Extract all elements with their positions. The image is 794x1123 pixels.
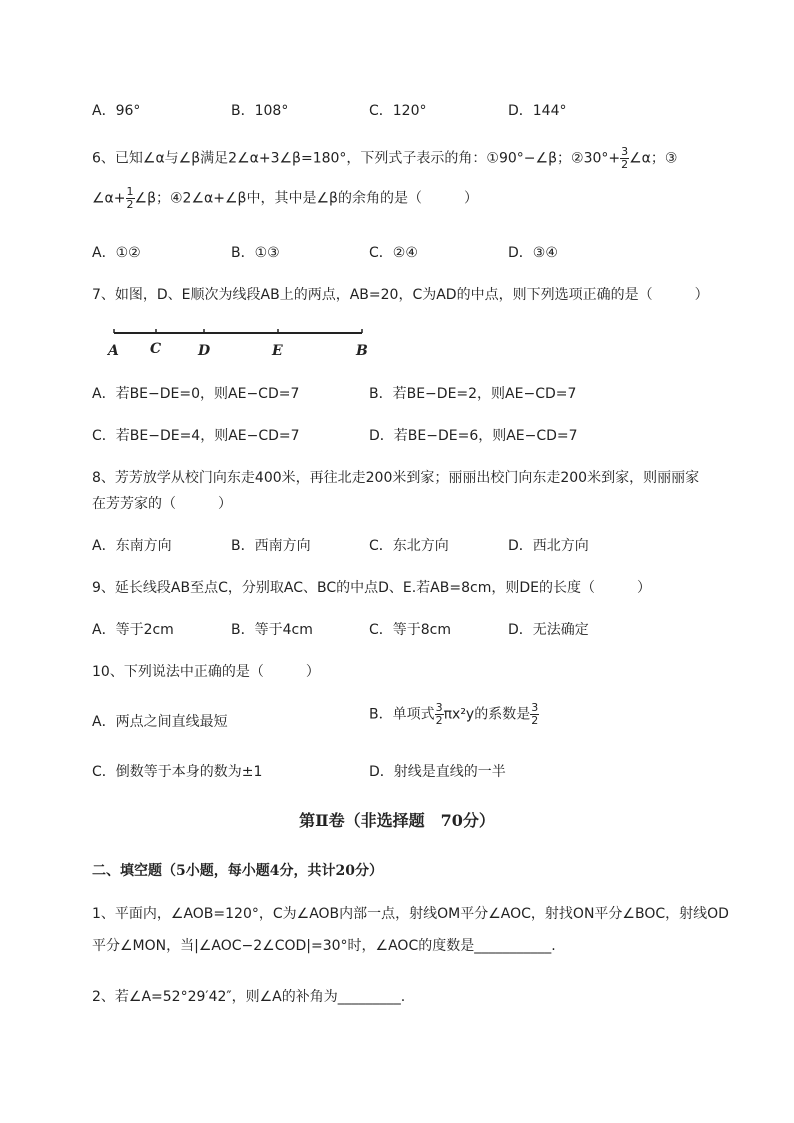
q6-stem-line1 [92,146,677,171]
q8-stem-line1: 8、芳芳放学从校门向东走400米，再往北走200米到家；丽丽出校门向东走200米到家，则丽丽家 [92,470,700,486]
q6-line2-pre: ∠α+ [92,190,126,207]
q10-option-b-mid: πx²y的系数是 [443,706,531,723]
part2-title: 第Ⅱ卷（非选择题 70分） [299,811,495,830]
q8-option-c: C．东北方向 [369,538,449,554]
q6-option-b: B．①③ [231,245,280,261]
q6-fraction-2 [126,186,135,211]
point-label-b: B [356,343,368,359]
q6-line2-post: ∠β；④2∠α+∠β中，其中是∠β的余角的是（ ） [134,190,478,207]
q7-option-d: D．若BE−DE=6，则AE−CD=7 [369,428,578,444]
q7-option-a: A．若BE−DE=0，则AE−CD=7 [92,386,300,402]
q10-stem: 10、下列说法中正确的是（ ） [92,664,320,680]
q6-frac2-num: 1 [126,185,134,198]
q10-option-d: D．射线是直线的一半 [369,764,506,780]
q9-option-a: A．等于2cm [92,622,174,638]
q6-stem-line2 [92,186,478,211]
q9-option-c: C．等于8cm [369,622,452,638]
q8-option-d: D．西北方向 [508,538,589,554]
q10-option-c: C．倒数等于本身的数为±1 [92,764,263,780]
fill1-line1: 1、平面内，∠AOB=120°，C为∠AOB内部一点，射线OM平分∠AOC，射找ON平分∠BOC，射线OD [92,906,729,922]
q6-frac1-num: 3 [621,145,629,158]
point-label-d: D [198,343,211,359]
q6-option-a: A．①② [92,245,141,261]
q6-line1-post: ∠α；③ [629,150,678,167]
q7-stem: 7、如图，D、E顺次为线段AB上的两点，AB=20，C为AD的中点，则下列选项正确的是（ ） [92,287,709,303]
q6-frac1-den: 2 [621,158,629,171]
point-label-e: E [272,343,283,359]
q7-segment-figure [108,324,368,364]
q6-option-d: D．③④ [508,245,558,261]
fill2-line1: 2、若∠A=52°29′42″，则∠A的补角为_________. [92,989,406,1005]
q5-option-a: A．96° [92,103,141,119]
q5-option-d: D．144° [508,103,567,119]
point-label-c: C [150,341,162,357]
q10-fraction-2 [530,702,539,727]
q6-fraction-1 [620,146,629,171]
q9-option-b: B．等于4cm [231,622,313,638]
q9-option-d: D．无法确定 [508,622,589,638]
q10-frac2-num: 3 [531,701,539,714]
q5-option-b: B．108° [231,103,289,119]
q10-option-b-pre: B．单项式 [369,706,435,723]
point-label-a: A [108,343,119,359]
q9-stem: 9、延长线段AB至点C，分别取AC、BC的中点D、E.若AB=8cm，则DE的长度（ ） [92,580,651,596]
q6-option-c: C．②④ [369,245,418,261]
q6-line1-pre: 6、已知∠α与∠β满足2∠α+3∠β=180°，下列式子表示的角：①90°−∠β；②30°+ [92,150,621,167]
q7-option-c: C．若BE−DE=4，则AE−CD=7 [92,428,300,444]
section2-title: 二、填空题（5小题，每小题4分，共计20分） [92,863,383,879]
q8-option-b: B．西南方向 [231,538,311,554]
q8-option-a: A．东南方向 [92,538,172,554]
q10-frac1-num: 3 [435,701,443,714]
q7-option-b: B．若BE−DE=2，则AE−CD=7 [369,386,577,402]
segment-line-svg [108,324,368,338]
q10-frac2-den: 2 [531,714,539,727]
q6-frac2-den: 2 [126,198,134,211]
fill1-line2: 平分∠MON，当|∠AOC−2∠COD|=30°时，∠AOC的度数是___________. [92,938,556,954]
q10-option-a: A．两点之间直线最短 [92,714,228,730]
q5-option-c: C．120° [369,103,427,119]
q8-stem-line2: 在芳芳家的（ ） [92,496,232,512]
q10-option-b [369,702,539,727]
q10-frac1-den: 2 [435,714,443,727]
q10-fraction-1 [435,702,444,727]
